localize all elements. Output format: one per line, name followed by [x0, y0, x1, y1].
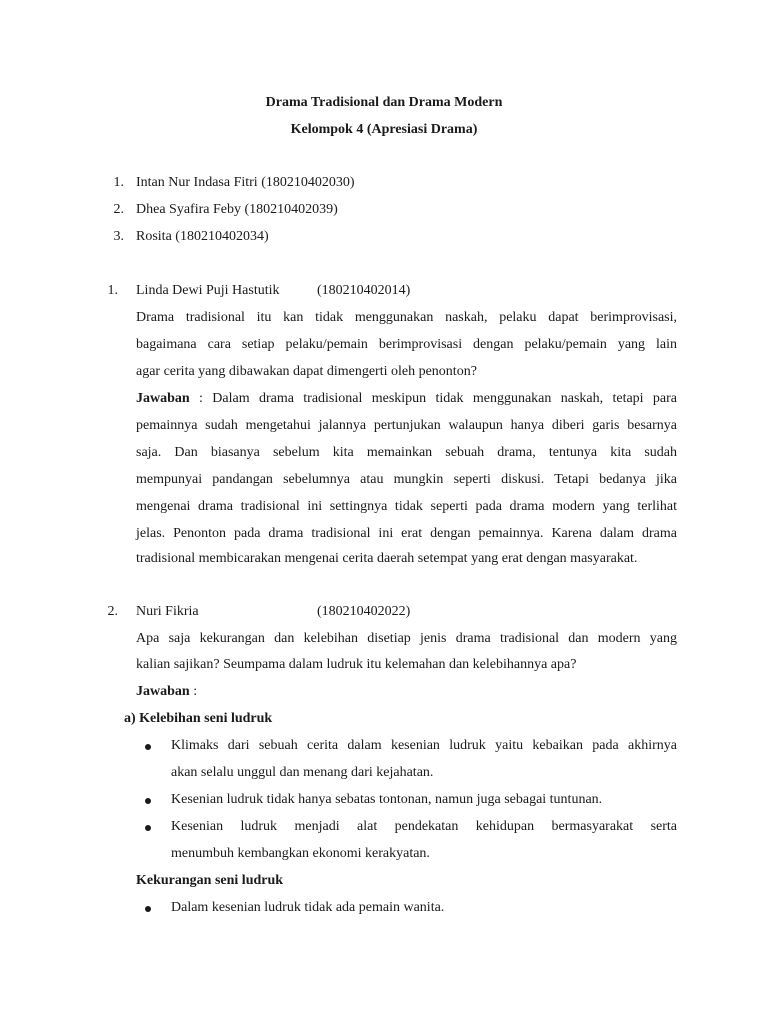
asker-name: Linda Dewi Puji Hastutik [136, 283, 280, 298]
bullet-line: Kesenian ludruk menjadi alat pendekatan kehidupan bermasyarakat serta [171, 819, 677, 834]
question-line: Drama tradisional itu kan tidak menggunakan naskah, pelaku dapat berimprovisasi, [136, 310, 677, 325]
bullet-icon [145, 798, 151, 804]
question-line: bagaimana cara setiap pelaku/pemain berimprovisasi dengan pelaku/pemain yang lain [136, 337, 677, 352]
answer-line: mengenai drama tradisional ini settingnya tidak seperti pada drama modern yang terlihat [136, 499, 677, 514]
answer-first-line [136, 684, 197, 700]
question-number: 1. [107, 283, 118, 298]
question-number: 2. [107, 604, 118, 619]
answer-line: mempunyai pandangan sebelumnya atau mungkin seperti diskusi. Tetapi bedanya jika [136, 472, 677, 487]
answer-text: : Dalam drama tradisional meskipun tidak menggunakan naskah, tetapi para [189, 391, 677, 406]
bullet-line: Kesenian ludruk tidak hanya sebatas tontonan, namun juga sebagai tuntunan. [171, 792, 603, 807]
section-heading-kelebihan: a) Kelebihan seni ludruk [124, 711, 273, 726]
asker-id: (180210402014) [317, 283, 411, 298]
answer-first-line [136, 391, 677, 407]
member-number: 3. [113, 229, 124, 244]
bullet-line: Klimaks dari sebuah cerita dalam kesenian ludruk yaitu kebaikan pada akhirnya [171, 738, 677, 753]
asker-id: (180210402022) [317, 604, 411, 619]
question-line: agar cerita yang dibawakan dapat dimengerti oleh penonton? [136, 364, 477, 379]
bullet-line: menumbuh kembangkan ekonomi kerakyatan. [171, 846, 430, 861]
section-heading-kekurangan: Kekurangan seni ludruk [136, 873, 284, 888]
bullet-icon [145, 906, 151, 912]
answer-line: saja. Dan biasanya sebelum kita memainkan sebuah drama, tentunya kita sudah [136, 445, 677, 460]
bullet-line: akan selalu unggul dan menang dari kejahatan. [171, 765, 434, 780]
document-subtitle: Kelompok 4 (Apresiasi Drama) [290, 122, 478, 137]
bullet-line: Dalam kesenian ludruk tidak ada pemain wanita. [171, 900, 445, 915]
member-number: 1. [113, 175, 124, 190]
member-number: 2. [113, 202, 124, 217]
answer-label: Jawaban [136, 391, 190, 406]
answer-line: pemainnya sudah mengetahui jalannya pertunjukan walaupun hanya diberi garis besarnya [136, 418, 677, 433]
member-item: Dhea Syafira Feby (180210402039) [136, 202, 338, 217]
bullet-icon [145, 825, 151, 831]
answer-colon: : [189, 684, 198, 699]
member-item: Intan Nur Indasa Fitri (180210402030) [136, 175, 355, 190]
answer-line: tradisional membicarakan mengenai cerita daerah setempat yang erat dengan masyarakat. [136, 551, 638, 566]
question-line: Apa saja kekurangan dan kelebihan disetiap jenis drama tradisional dan modern yang [136, 631, 677, 646]
document-title: Drama Tradisional dan Drama Modern [265, 95, 503, 110]
answer-label: Jawaban [136, 684, 190, 699]
member-item: Rosita (180210402034) [136, 229, 269, 244]
question-line: kalian sajikan? Seumpama dalam ludruk itu kelemahan dan kelebihannya apa? [136, 657, 577, 672]
asker-name: Nuri Fikria [136, 604, 199, 619]
bullet-icon [145, 744, 151, 750]
answer-line: jelas. Penonton pada drama tradisional ini erat dengan pemainnya. Karena dalam drama [136, 526, 677, 541]
